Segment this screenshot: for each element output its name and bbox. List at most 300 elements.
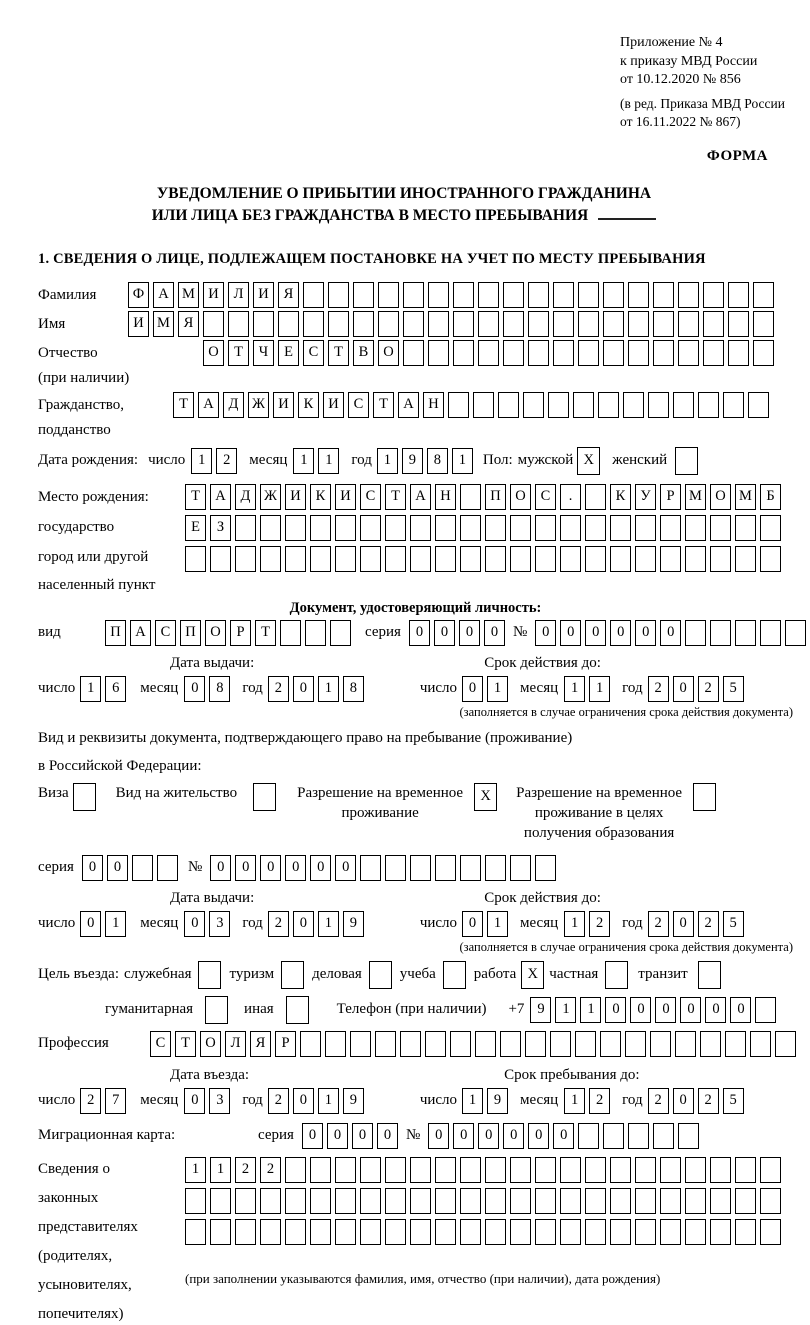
char-box[interactable] bbox=[660, 1188, 681, 1214]
char-box[interactable] bbox=[410, 855, 431, 881]
char-box[interactable] bbox=[203, 311, 224, 337]
doc-expiry-day[interactable] bbox=[462, 676, 512, 702]
char-box[interactable] bbox=[560, 1219, 581, 1245]
char-box[interactable]: 1 bbox=[191, 448, 212, 474]
doc-kind-input[interactable] bbox=[105, 620, 355, 646]
char-box[interactable]: 2 bbox=[268, 911, 289, 937]
char-box[interactable]: 1 bbox=[462, 1088, 483, 1114]
char-box[interactable]: Л bbox=[228, 282, 249, 308]
char-box[interactable] bbox=[385, 1188, 406, 1214]
char-box[interactable]: С bbox=[303, 340, 324, 366]
char-box[interactable] bbox=[485, 515, 506, 541]
char-box[interactable]: 0 bbox=[610, 620, 631, 646]
char-box[interactable]: И bbox=[273, 392, 294, 418]
checkbox-visa[interactable] bbox=[73, 783, 96, 811]
char-box[interactable] bbox=[235, 1188, 256, 1214]
char-box[interactable] bbox=[285, 1219, 306, 1245]
char-box[interactable]: И bbox=[335, 484, 356, 510]
char-box[interactable] bbox=[500, 1031, 521, 1057]
char-box[interactable] bbox=[735, 620, 756, 646]
char-box[interactable]: 2 bbox=[260, 1157, 281, 1183]
checkbox-purpose-transit[interactable] bbox=[698, 961, 721, 989]
char-box[interactable] bbox=[678, 282, 699, 308]
char-box[interactable] bbox=[428, 340, 449, 366]
char-box[interactable] bbox=[535, 546, 556, 572]
char-box[interactable]: 1 bbox=[487, 676, 508, 702]
char-box[interactable] bbox=[673, 392, 694, 418]
char-box[interactable] bbox=[350, 1031, 371, 1057]
char-box[interactable] bbox=[478, 340, 499, 366]
char-box[interactable]: 3 bbox=[209, 911, 230, 937]
checkbox-sex-male[interactable]: X bbox=[577, 447, 600, 475]
char-box[interactable]: 1 bbox=[580, 997, 601, 1023]
char-box[interactable] bbox=[628, 282, 649, 308]
entry-month[interactable] bbox=[184, 1088, 234, 1114]
checkbox-purpose-humanitarian[interactable] bbox=[205, 996, 228, 1024]
char-box[interactable] bbox=[678, 311, 699, 337]
char-box[interactable]: 0 bbox=[327, 1123, 348, 1149]
char-box[interactable] bbox=[553, 282, 574, 308]
char-box[interactable]: 0 bbox=[553, 1123, 574, 1149]
char-box[interactable]: 0 bbox=[293, 676, 314, 702]
checkbox-purpose-business[interactable] bbox=[369, 961, 392, 989]
char-box[interactable] bbox=[428, 311, 449, 337]
char-box[interactable]: 0 bbox=[184, 676, 205, 702]
char-box[interactable] bbox=[278, 311, 299, 337]
char-box[interactable]: О bbox=[710, 484, 731, 510]
char-box[interactable] bbox=[560, 546, 581, 572]
char-box[interactable]: . bbox=[560, 484, 581, 510]
char-box[interactable] bbox=[353, 282, 374, 308]
char-box[interactable] bbox=[132, 855, 153, 881]
char-box[interactable]: 0 bbox=[673, 676, 694, 702]
char-box[interactable] bbox=[185, 1219, 206, 1245]
char-box[interactable] bbox=[450, 1031, 471, 1057]
char-box[interactable]: И bbox=[253, 282, 274, 308]
char-box[interactable]: 2 bbox=[216, 448, 237, 474]
char-box[interactable]: Ф bbox=[128, 282, 149, 308]
char-box[interactable] bbox=[510, 855, 531, 881]
char-box[interactable] bbox=[435, 1219, 456, 1245]
representatives-input-row-2[interactable] bbox=[185, 1188, 785, 1214]
char-box[interactable]: 1 bbox=[210, 1157, 231, 1183]
char-box[interactable] bbox=[710, 515, 731, 541]
char-box[interactable] bbox=[710, 546, 731, 572]
char-box[interactable]: Т bbox=[373, 392, 394, 418]
char-box[interactable]: 2 bbox=[235, 1157, 256, 1183]
char-box[interactable]: 7 bbox=[105, 1088, 126, 1114]
char-box[interactable] bbox=[510, 1188, 531, 1214]
char-box[interactable]: 0 bbox=[107, 855, 128, 881]
char-box[interactable] bbox=[760, 546, 781, 572]
char-box[interactable] bbox=[660, 1219, 681, 1245]
char-box[interactable] bbox=[610, 1188, 631, 1214]
char-box[interactable] bbox=[535, 1219, 556, 1245]
char-box[interactable]: 9 bbox=[487, 1088, 508, 1114]
char-box[interactable] bbox=[635, 1157, 656, 1183]
char-box[interactable] bbox=[585, 1188, 606, 1214]
char-box[interactable]: М bbox=[735, 484, 756, 510]
char-box[interactable] bbox=[410, 1219, 431, 1245]
char-box[interactable] bbox=[410, 515, 431, 541]
char-box[interactable] bbox=[703, 282, 724, 308]
char-box[interactable]: А bbox=[153, 282, 174, 308]
char-box[interactable]: Я bbox=[278, 282, 299, 308]
char-box[interactable] bbox=[703, 340, 724, 366]
char-box[interactable]: 1 bbox=[80, 676, 101, 702]
char-box[interactable]: 0 bbox=[302, 1123, 323, 1149]
char-box[interactable] bbox=[478, 311, 499, 337]
char-box[interactable] bbox=[585, 484, 606, 510]
char-box[interactable]: 2 bbox=[589, 911, 610, 937]
char-box[interactable] bbox=[510, 546, 531, 572]
char-box[interactable]: 0 bbox=[660, 620, 681, 646]
permit-expiry-day[interactable] bbox=[462, 911, 512, 937]
char-box[interactable] bbox=[185, 1188, 206, 1214]
char-box[interactable]: П bbox=[105, 620, 126, 646]
char-box[interactable] bbox=[453, 282, 474, 308]
char-box[interactable] bbox=[755, 997, 776, 1023]
char-box[interactable] bbox=[410, 1188, 431, 1214]
char-box[interactable] bbox=[703, 311, 724, 337]
char-box[interactable] bbox=[610, 515, 631, 541]
char-box[interactable]: 0 bbox=[503, 1123, 524, 1149]
char-box[interactable]: Р bbox=[275, 1031, 296, 1057]
char-box[interactable] bbox=[678, 1123, 699, 1149]
char-box[interactable] bbox=[535, 1157, 556, 1183]
char-box[interactable] bbox=[453, 311, 474, 337]
char-box[interactable]: Т bbox=[328, 340, 349, 366]
char-box[interactable]: 0 bbox=[673, 911, 694, 937]
char-box[interactable] bbox=[735, 1157, 756, 1183]
char-box[interactable] bbox=[578, 1123, 599, 1149]
char-box[interactable] bbox=[310, 515, 331, 541]
char-box[interactable]: 0 bbox=[680, 997, 701, 1023]
char-box[interactable]: 0 bbox=[285, 855, 306, 881]
char-box[interactable]: З bbox=[210, 515, 231, 541]
char-box[interactable]: Т bbox=[175, 1031, 196, 1057]
checkbox-purpose-official[interactable] bbox=[198, 961, 221, 989]
char-box[interactable] bbox=[653, 282, 674, 308]
char-box[interactable] bbox=[585, 1157, 606, 1183]
char-box[interactable] bbox=[523, 392, 544, 418]
checkbox-purpose-tourism[interactable] bbox=[281, 961, 304, 989]
char-box[interactable] bbox=[485, 1219, 506, 1245]
char-box[interactable]: С bbox=[155, 620, 176, 646]
char-box[interactable] bbox=[473, 392, 494, 418]
char-box[interactable] bbox=[453, 340, 474, 366]
char-box[interactable]: А bbox=[410, 484, 431, 510]
char-box[interactable]: 8 bbox=[209, 676, 230, 702]
char-box[interactable] bbox=[735, 546, 756, 572]
char-box[interactable] bbox=[578, 340, 599, 366]
char-box[interactable]: У bbox=[635, 484, 656, 510]
char-box[interactable] bbox=[360, 1157, 381, 1183]
char-box[interactable]: Я bbox=[178, 311, 199, 337]
char-box[interactable] bbox=[385, 1157, 406, 1183]
char-box[interactable]: 2 bbox=[698, 676, 719, 702]
char-box[interactable] bbox=[435, 855, 456, 881]
char-box[interactable] bbox=[460, 1188, 481, 1214]
char-box[interactable] bbox=[775, 1031, 796, 1057]
profession-input[interactable] bbox=[150, 1031, 800, 1057]
char-box[interactable] bbox=[503, 311, 524, 337]
char-box[interactable] bbox=[310, 1219, 331, 1245]
char-box[interactable] bbox=[403, 282, 424, 308]
char-box[interactable]: 0 bbox=[235, 855, 256, 881]
char-box[interactable] bbox=[185, 546, 206, 572]
char-box[interactable] bbox=[635, 546, 656, 572]
char-box[interactable]: А bbox=[398, 392, 419, 418]
char-box[interactable] bbox=[528, 311, 549, 337]
char-box[interactable]: 8 bbox=[427, 448, 448, 474]
char-box[interactable] bbox=[335, 546, 356, 572]
char-box[interactable]: 1 bbox=[377, 448, 398, 474]
char-box[interactable] bbox=[510, 515, 531, 541]
char-box[interactable] bbox=[260, 546, 281, 572]
char-box[interactable] bbox=[603, 282, 624, 308]
char-box[interactable] bbox=[560, 515, 581, 541]
char-box[interactable] bbox=[228, 311, 249, 337]
char-box[interactable] bbox=[710, 1219, 731, 1245]
char-box[interactable] bbox=[435, 546, 456, 572]
char-box[interactable]: 0 bbox=[459, 620, 480, 646]
char-box[interactable]: 0 bbox=[434, 620, 455, 646]
char-box[interactable]: 0 bbox=[409, 620, 430, 646]
char-box[interactable]: Е bbox=[185, 515, 206, 541]
char-box[interactable] bbox=[553, 311, 574, 337]
char-box[interactable]: Д bbox=[223, 392, 244, 418]
char-box[interactable]: 0 bbox=[210, 855, 231, 881]
char-box[interactable]: Н bbox=[435, 484, 456, 510]
char-box[interactable] bbox=[525, 1031, 546, 1057]
char-box[interactable]: 1 bbox=[105, 911, 126, 937]
char-box[interactable] bbox=[375, 1031, 396, 1057]
permit-expiry-year[interactable] bbox=[648, 911, 748, 937]
char-box[interactable]: Н bbox=[423, 392, 444, 418]
char-box[interactable]: Ж bbox=[260, 484, 281, 510]
char-box[interactable]: 6 bbox=[105, 676, 126, 702]
char-box[interactable] bbox=[603, 1123, 624, 1149]
char-box[interactable]: 0 bbox=[80, 911, 101, 937]
char-box[interactable] bbox=[485, 1188, 506, 1214]
char-box[interactable] bbox=[335, 1157, 356, 1183]
doc-issue-month[interactable] bbox=[184, 676, 234, 702]
char-box[interactable]: С bbox=[150, 1031, 171, 1057]
char-box[interactable] bbox=[385, 855, 406, 881]
char-box[interactable] bbox=[560, 1188, 581, 1214]
char-box[interactable]: А bbox=[130, 620, 151, 646]
char-box[interactable] bbox=[428, 282, 449, 308]
char-box[interactable] bbox=[560, 1157, 581, 1183]
char-box[interactable]: С bbox=[348, 392, 369, 418]
char-box[interactable] bbox=[728, 311, 749, 337]
char-box[interactable] bbox=[685, 546, 706, 572]
char-box[interactable] bbox=[735, 515, 756, 541]
doc-issue-year[interactable] bbox=[268, 676, 368, 702]
char-box[interactable] bbox=[628, 311, 649, 337]
char-box[interactable] bbox=[728, 340, 749, 366]
representatives-input-row-3[interactable] bbox=[185, 1219, 785, 1245]
birth-year-input[interactable] bbox=[377, 448, 477, 474]
char-box[interactable] bbox=[435, 1157, 456, 1183]
char-box[interactable] bbox=[485, 546, 506, 572]
checkbox-residence-permit[interactable] bbox=[253, 783, 276, 811]
char-box[interactable]: 1 bbox=[318, 676, 339, 702]
char-box[interactable]: 0 bbox=[428, 1123, 449, 1149]
char-box[interactable] bbox=[635, 1219, 656, 1245]
doc-number-input[interactable] bbox=[535, 620, 810, 646]
char-box[interactable] bbox=[748, 392, 769, 418]
char-box[interactable] bbox=[310, 1157, 331, 1183]
checkbox-purpose-work[interactable]: X bbox=[521, 961, 544, 989]
char-box[interactable] bbox=[585, 1219, 606, 1245]
char-box[interactable] bbox=[653, 1123, 674, 1149]
char-box[interactable]: 0 bbox=[462, 676, 483, 702]
char-box[interactable] bbox=[435, 515, 456, 541]
char-box[interactable]: М bbox=[685, 484, 706, 510]
char-box[interactable]: 1 bbox=[318, 911, 339, 937]
char-box[interactable] bbox=[253, 311, 274, 337]
char-box[interactable] bbox=[685, 620, 706, 646]
char-box[interactable] bbox=[753, 311, 774, 337]
char-box[interactable] bbox=[750, 1031, 771, 1057]
char-box[interactable] bbox=[378, 282, 399, 308]
permit-serial-input[interactable] bbox=[82, 855, 182, 881]
char-box[interactable]: И bbox=[128, 311, 149, 337]
doc-issue-day[interactable] bbox=[80, 676, 130, 702]
char-box[interactable] bbox=[725, 1031, 746, 1057]
char-box[interactable] bbox=[328, 282, 349, 308]
char-box[interactable] bbox=[285, 546, 306, 572]
char-box[interactable]: 0 bbox=[82, 855, 103, 881]
char-box[interactable]: 0 bbox=[528, 1123, 549, 1149]
char-box[interactable]: П bbox=[485, 484, 506, 510]
char-box[interactable] bbox=[325, 1031, 346, 1057]
firstname-input[interactable] bbox=[128, 311, 778, 337]
char-box[interactable]: 9 bbox=[402, 448, 423, 474]
char-box[interactable]: 0 bbox=[184, 1088, 205, 1114]
birth-place-input-row-1[interactable] bbox=[185, 484, 785, 510]
char-box[interactable] bbox=[528, 340, 549, 366]
char-box[interactable] bbox=[285, 515, 306, 541]
char-box[interactable] bbox=[330, 620, 351, 646]
char-box[interactable]: 0 bbox=[462, 911, 483, 937]
char-box[interactable]: Р bbox=[660, 484, 681, 510]
char-box[interactable] bbox=[760, 515, 781, 541]
char-box[interactable] bbox=[235, 546, 256, 572]
char-box[interactable] bbox=[210, 1188, 231, 1214]
char-box[interactable] bbox=[485, 855, 506, 881]
char-box[interactable] bbox=[548, 392, 569, 418]
char-box[interactable]: 9 bbox=[530, 997, 551, 1023]
char-box[interactable]: 1 bbox=[564, 1088, 585, 1114]
char-box[interactable]: 1 bbox=[555, 997, 576, 1023]
char-box[interactable] bbox=[425, 1031, 446, 1057]
char-box[interactable] bbox=[653, 311, 674, 337]
char-box[interactable]: Ч bbox=[253, 340, 274, 366]
checkbox-temp-residence[interactable]: X bbox=[474, 783, 497, 811]
char-box[interactable]: Т bbox=[185, 484, 206, 510]
doc-expiry-month[interactable] bbox=[564, 676, 614, 702]
checkbox-purpose-other[interactable] bbox=[286, 996, 309, 1024]
char-box[interactable] bbox=[685, 1157, 706, 1183]
char-box[interactable] bbox=[335, 1219, 356, 1245]
char-box[interactable]: 0 bbox=[705, 997, 726, 1023]
char-box[interactable]: О bbox=[200, 1031, 221, 1057]
char-box[interactable]: 8 bbox=[343, 676, 364, 702]
char-box[interactable]: 0 bbox=[535, 620, 556, 646]
char-box[interactable]: 1 bbox=[318, 1088, 339, 1114]
char-box[interactable] bbox=[360, 515, 381, 541]
char-box[interactable]: И bbox=[203, 282, 224, 308]
char-box[interactable]: 1 bbox=[185, 1157, 206, 1183]
char-box[interactable]: Б bbox=[760, 484, 781, 510]
char-box[interactable]: 2 bbox=[648, 676, 669, 702]
char-box[interactable] bbox=[360, 1219, 381, 1245]
char-box[interactable] bbox=[285, 1188, 306, 1214]
char-box[interactable]: О bbox=[203, 340, 224, 366]
char-box[interactable] bbox=[328, 311, 349, 337]
char-box[interactable] bbox=[628, 1123, 649, 1149]
permit-expiry-month[interactable] bbox=[564, 911, 614, 937]
checkbox-sex-female[interactable] bbox=[675, 447, 698, 475]
char-box[interactable] bbox=[535, 515, 556, 541]
char-box[interactable] bbox=[460, 1219, 481, 1245]
citizenship-input[interactable] bbox=[173, 392, 773, 418]
char-box[interactable] bbox=[685, 1219, 706, 1245]
char-box[interactable] bbox=[603, 340, 624, 366]
char-box[interactable] bbox=[353, 311, 374, 337]
checkbox-purpose-study[interactable] bbox=[443, 961, 466, 989]
char-box[interactable] bbox=[598, 392, 619, 418]
char-box[interactable]: О bbox=[378, 340, 399, 366]
char-box[interactable] bbox=[753, 282, 774, 308]
char-box[interactable]: 2 bbox=[268, 1088, 289, 1114]
char-box[interactable]: Я bbox=[250, 1031, 271, 1057]
char-box[interactable] bbox=[625, 1031, 646, 1057]
char-box[interactable] bbox=[685, 1188, 706, 1214]
char-box[interactable]: 5 bbox=[723, 911, 744, 937]
char-box[interactable] bbox=[235, 1219, 256, 1245]
stay-year[interactable] bbox=[648, 1088, 748, 1114]
char-box[interactable] bbox=[685, 515, 706, 541]
char-box[interactable]: 9 bbox=[343, 1088, 364, 1114]
char-box[interactable] bbox=[578, 282, 599, 308]
char-box[interactable] bbox=[610, 1219, 631, 1245]
char-box[interactable] bbox=[460, 1157, 481, 1183]
checkbox-education-residence[interactable] bbox=[693, 783, 716, 811]
char-box[interactable] bbox=[710, 1157, 731, 1183]
patronymic-input[interactable] bbox=[203, 340, 778, 366]
char-box[interactable]: К bbox=[610, 484, 631, 510]
char-box[interactable]: Т bbox=[255, 620, 276, 646]
doc-serial-input[interactable] bbox=[409, 620, 509, 646]
char-box[interactable] bbox=[435, 1188, 456, 1214]
char-box[interactable] bbox=[600, 1031, 621, 1057]
char-box[interactable]: 0 bbox=[453, 1123, 474, 1149]
char-box[interactable] bbox=[760, 620, 781, 646]
char-box[interactable] bbox=[735, 1219, 756, 1245]
migration-serial-input[interactable] bbox=[302, 1123, 402, 1149]
surname-input[interactable] bbox=[128, 282, 778, 308]
char-box[interactable] bbox=[723, 392, 744, 418]
char-box[interactable] bbox=[475, 1031, 496, 1057]
char-box[interactable]: К bbox=[298, 392, 319, 418]
char-box[interactable]: 2 bbox=[648, 911, 669, 937]
char-box[interactable] bbox=[460, 484, 481, 510]
char-box[interactable] bbox=[650, 1031, 671, 1057]
